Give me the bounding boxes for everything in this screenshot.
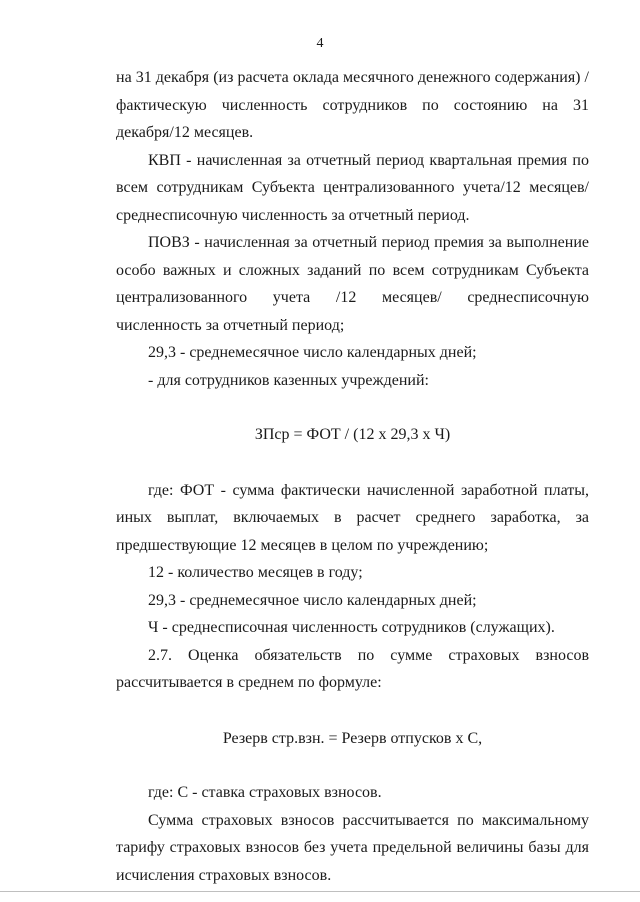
paragraph-tariff: Сумма страховых взносов рассчитывается по максимальному тарифу страховых взносов без учета предельной величины базы для исчисления страховых взносов. (116, 811, 589, 884)
paragraph-fot-definition: где: ФОТ - сумма фактически начисленной заработной платы, иных выплат, включаемых в расчет среднего заработка, за предшествующие 12 месяцев в целом по учреждению; (116, 481, 589, 554)
paragraph-months-definition: 12 - количество месяцев в году; (148, 564, 363, 581)
paragraph-rate-definition: где: С - ставка страховых взносов. (148, 784, 382, 801)
paragraph-povz-definition: ПОВЗ - начисленная за отчетный период премия за выполнение особо важных и сложных заданий по всем сотрудникам Субъекта централизованного учета /12 месяцев/ среднесписочную численность за отчетный период; (116, 234, 589, 334)
page-bottom-rule (0, 891, 640, 892)
document-body (116, 64, 589, 889)
paragraph-days-definition: 29,3 - среднемесячное число календарных дней; (148, 344, 477, 361)
formula-insurance-reserve: Резерв стр.взн. = Резерв отпусков х С, (222, 729, 483, 747)
formula-average-salary: ЗПср = ФОТ / (12 х 29,3 х Ч) (254, 426, 451, 443)
page-number: 4 (316, 36, 324, 51)
paragraph-kvp-definition: КВП - начисленная за отчетный период квартальная премия по всем сотрудникам Субъекта централизованного учета/12 месяцев/среднесписочную численность за отчетный период. (116, 151, 589, 224)
paragraph-headcount-definition: Ч - среднесписочная численность сотрудников (служащих). (148, 619, 555, 636)
paragraph-days-definition-2: 29,3 - среднемесячное число календарных дней; (148, 591, 477, 609)
paragraph-treasury-institutions: - для сотрудников казенных учреждений: (148, 371, 429, 389)
paragraph-continuation: на 31 декабря (из расчета оклада месячного денежного содержания) / фактическую численность сотрудников по состоянию на 31 декабря/12 месяцев. (116, 69, 589, 141)
paragraph-section-2-7: 2.7. Оценка обязательств по сумме страховых взносов рассчитывается в среднем по формуле: (116, 646, 589, 691)
